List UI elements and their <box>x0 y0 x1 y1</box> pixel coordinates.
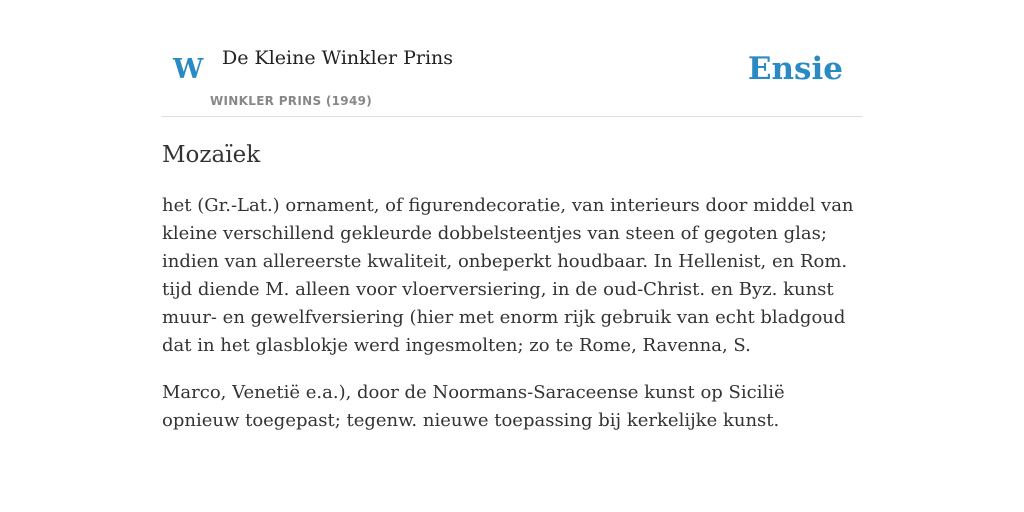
article <box>162 138 862 435</box>
source-title-link[interactable]: De Kleine Winkler Prins <box>222 47 454 69</box>
article-title: Mozaïek <box>162 142 261 168</box>
article-paragraph: het (Gr.-Lat.) ornament, of figurendecoratie, van interieurs door middel van kleine verschillend gekleurde dobbelsteentjes van steen of gegoten glas; indien van allereerste kwaliteit, onbeperkt houdbaar. In Hellenist, en Rom. tijd diende M. alleen voor vloerversiering, in de oud-Christ. en Byz. kunst muur- en gewelfversiering (hier met enorm rijk gebruik van echt bladgoud dat in het glasblokje werd ingesmolten; zo te Rome, Ravenna, S. <box>162 195 854 356</box>
article-paragraph: Marco, Venetië e.a.), door de Noormans-Saraceense kunst op Sicilië opnieuw toegepast; tegenw. nieuwe toepassing bij kerkelijke kunst. <box>162 382 785 431</box>
page-header <box>162 0 862 117</box>
ensie-logo-link[interactable]: Ensie <box>747 51 843 87</box>
winkler-prins-logo[interactable]: W <box>173 54 204 85</box>
source-subtitle: WINKLER PRINS (1949) <box>210 94 373 108</box>
